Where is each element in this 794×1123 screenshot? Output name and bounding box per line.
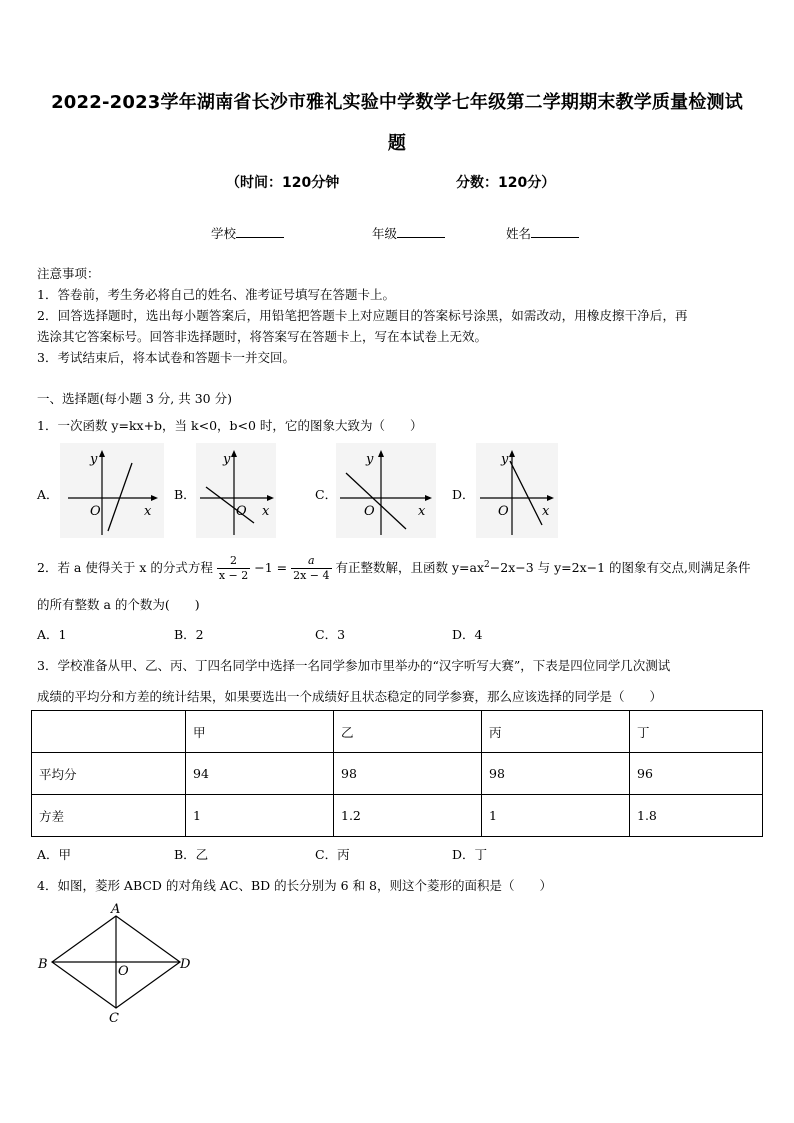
q1-stem: 1．一次函数 y=kx+b，当 k<0，b<0 时，它的图象大致为（ ） [37, 418, 423, 433]
vertex-label-b: B [38, 957, 48, 972]
rhombus-figure [34, 900, 204, 1025]
note-2a: 2．回答选择题时，选出每小题答案后，用铅笔把答题卡上对应题目的答案标号涂黑，如需改动，用橡皮擦干净后，再 [37, 308, 688, 323]
q1a-y-label: y [90, 452, 98, 467]
table-header-cell: 乙 [334, 711, 482, 753]
grade-label: 年级 [372, 226, 398, 241]
q1-option-a: A． [37, 487, 59, 502]
q2-frac1-den: x − 2 [218, 569, 249, 583]
q3-stem-line2: 成绩的平均分和方差的统计结果，如果要选出一个成绩好且状态稳定的同学参赛，那么应该选择的同学是（ ） [37, 689, 663, 704]
q2-stem-mid: −1 = [254, 560, 288, 576]
q2-frac2-den: 2x − 4 [293, 569, 330, 583]
page-title-cont: 题 [387, 133, 407, 154]
q3-option-c: C．丙 [315, 847, 350, 862]
q1-graph-c [336, 443, 436, 538]
q1a-x-label: x [144, 504, 152, 519]
table-header-cell: 甲 [186, 711, 334, 753]
q2-stem-post2: −2x−3 与 y=2x−1 的图象有交点,则满足条件 [489, 560, 751, 576]
table-cell: 1 [482, 795, 630, 837]
table-cell: 1.2 [334, 795, 482, 837]
school-field [211, 224, 284, 242]
q1-graph-a [60, 443, 164, 538]
q1-graph-d [476, 443, 558, 538]
table-header-cell: 丙 [482, 711, 630, 753]
q2-stem-pre: 2．若 a 使得关于 x 的分式方程 [37, 560, 213, 576]
q1b-x-label: x [262, 504, 270, 519]
note-3: 3．考试结束后，将本试卷和答题卡一并交回。 [37, 350, 295, 365]
table-row [32, 753, 763, 795]
note-2b: 选涂其它答案标号。回答非选择题时，将答案写在答题卡上，写在本试卷上无效。 [37, 329, 488, 344]
table-cell: 98 [482, 753, 630, 795]
name-blank [531, 225, 579, 238]
q1-option-d: D． [452, 487, 475, 502]
grade-blank [397, 225, 445, 238]
q1c-x-label: x [418, 504, 426, 519]
q4-stem: 4．如图，菱形 ABCD 的对角线 AC、BD 的长分别为 6 和 8，则这个菱形的面积是（ ） [37, 878, 553, 893]
q1b-origin-label: O [236, 504, 247, 519]
q2-frac1-num: 2 [217, 554, 250, 569]
q1d-x-label: x [542, 504, 550, 519]
time-label: （时间：120分钟 [226, 175, 340, 191]
name-label: 姓名 [506, 226, 532, 241]
q2-fraction-1 [217, 554, 250, 583]
q2-stem-post: 有正整数解，且函数 y=ax [335, 560, 485, 576]
q2-fraction-2 [291, 554, 331, 583]
table-header-cell: 丁 [630, 711, 763, 753]
q1a-origin-label: O [90, 504, 101, 519]
q2-stem-line2: 的所有整数 a 的个数为( ) [37, 597, 200, 612]
vertex-label-a: A [111, 902, 121, 917]
q3-option-a: A．甲 [37, 847, 72, 862]
q2-stem [37, 550, 751, 583]
q3-option-d: D．丁 [452, 847, 488, 862]
school-label: 学校 [211, 226, 237, 241]
center-label-o: O [118, 964, 129, 979]
table-cell: 平均分 [32, 753, 186, 795]
q1c-origin-label: O [364, 504, 375, 519]
table-header-cell [32, 711, 186, 753]
name-field [506, 224, 579, 242]
vertex-label-d: D [180, 957, 191, 972]
vertex-label-c: C [109, 1011, 119, 1025]
table-cell: 94 [186, 753, 334, 795]
q1d-origin-label: O [498, 504, 509, 519]
table-cell: 1 [186, 795, 334, 837]
table-cell: 96 [630, 753, 763, 795]
table-header-row [32, 711, 763, 753]
grade-field [372, 224, 445, 242]
q2-frac2-num: a [291, 554, 331, 569]
table-cell: 1.8 [630, 795, 763, 837]
table-row [32, 795, 763, 837]
page-title: 2022-2023学年湖南省长沙市雅礼实验中学数学七年级第二学期期末教学质量检测试 [51, 92, 743, 113]
q1-option-b: B． [174, 487, 196, 502]
q2-option-c: C．3 [315, 627, 346, 642]
table-cell: 方差 [32, 795, 186, 837]
table-cell: 98 [334, 753, 482, 795]
q2-option-a: A．1 [37, 627, 67, 642]
q3-option-b: B．乙 [174, 847, 209, 862]
section-1-heading: 一、选择题(每小题 3 分, 共 30 分) [37, 391, 232, 406]
q1-graph-b [196, 443, 276, 538]
q1d-y-label: y [501, 452, 509, 467]
q2-option-d: D．4 [452, 627, 483, 642]
q3-stem-line1: 3．学校准备从甲、乙、丙、丁四名同学中选择一名同学参加市里举办的“汉字听写大赛”，下表是四位同学几次测试 [37, 658, 671, 673]
school-blank [236, 225, 284, 238]
score-table [31, 710, 763, 837]
q2-option-b: B．2 [174, 627, 204, 642]
q2-exponent: 2 [484, 560, 490, 570]
note-1: 1．答卷前，考生务必将自己的姓名、准考证号填写在答题卡上。 [37, 287, 395, 302]
q1b-y-label: y [223, 452, 231, 467]
notes-heading: 注意事项： [37, 266, 100, 281]
score-label: 分数：120分） [456, 175, 556, 191]
q1c-y-label: y [366, 452, 374, 467]
q1-option-c: C． [315, 487, 338, 502]
